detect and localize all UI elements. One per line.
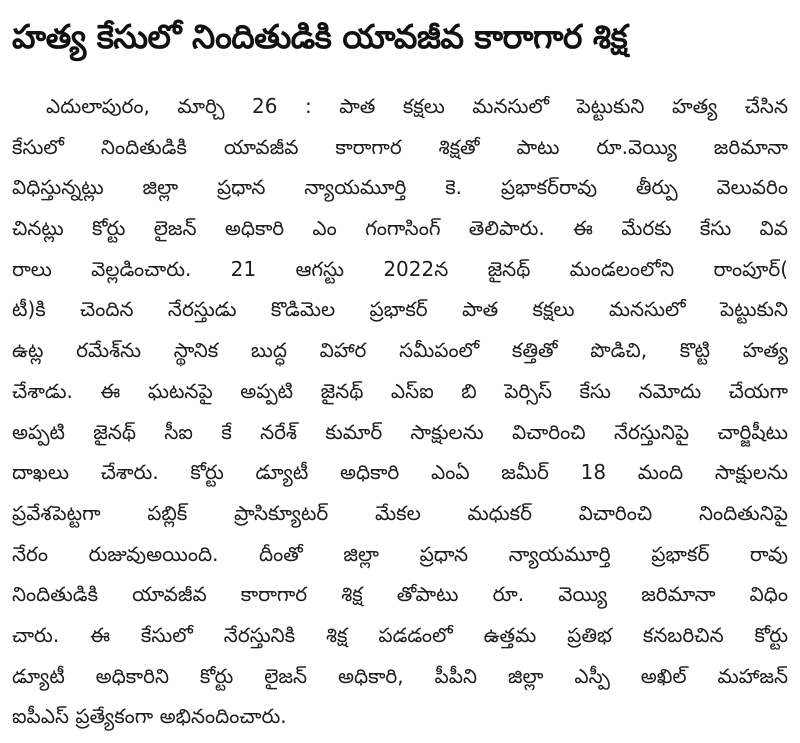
article-line: ఎదులాపురం, మార్చి 26 : పాత కక్షలు మనసులో పెట్టుకుని హత్య చేసిన — [46, 94, 788, 118]
article-line: చారు. ఈ కేసులో నేరస్తునికి శిక్ష పడడంలో ఉత్తమ ప్రతిభ కనబరిచిన కోర్టు — [12, 622, 788, 647]
headline: హత్య కేసులో నిందితుడికి యావజీవ కారాగార శిక్ష — [12, 17, 628, 56]
article-line: ఉట్ల రమేశ్‌ను స్థానిక బుద్ధ విహార సమీపంలో కత్తితో పొడిచి, కొట్టి హత్య — [12, 338, 788, 363]
article-line: టీ)కి చెందిన నేరస్తుడు కొడిమెల ప్రభాకర్ పాత కక్షలు మనసులో పెట్టుకుని — [12, 297, 788, 322]
article-line: ఐపీఎస్ ప్రత్యేకంగా అభినందించారు. — [12, 704, 287, 729]
article-line: రాలు వెల్లడించారు. 21 ఆగస్టు 2022న జైనథ్ మండలంలోని రాంపూర్( — [12, 256, 788, 281]
article-line: కేసులో నిందితుడికి యావజీవ కారాగార శిక్షతో పాటు రూ.వెయ్యి జరిమానా — [12, 134, 788, 159]
article-line: చేశాడు. ఈ ఘటనపై అప్పటి జైనథ్ ఎస్ఐ బి పెర్సిస్ కేసు నమోదు చేయగా — [12, 378, 788, 403]
article-line: ప్రవేశపెట్టగా పబ్లిక్ ప్రాసిక్యూటర్ మేకల మధుకర్ విచారించి నిందితునిపై — [12, 500, 788, 525]
article-line: చినట్లు కోర్టు లైజన్ అధికారి ఎం గంగాసింగ్ తెలిపారు. ఈ మేరకు కేసు వివ — [12, 216, 788, 241]
article-line: నేరం రుజువుఅయింది. దీంతో జిల్లా ప్రధాన న్యాయమూర్తి ప్రభాకర్ రావు — [12, 541, 788, 566]
article-line: విధిస్తున్నట్లు జిల్లా ప్రధాన న్యాయమూర్తి కె. ప్రభాకర్‌రావు తీర్పు వెలువరిం — [12, 175, 788, 200]
article-body — [12, 86, 788, 737]
article-line: డ్యూటీ అధికారిని కోర్టు లైజన్ అధికారి, పీపీని జిల్లా ఎస్పీ అఖిల్ మహాజన్ — [12, 663, 788, 688]
article-line: దాఖలు చేశారు. కోర్టు డ్యూటీ అధికారి ఎంఏ జమీర్ 18 మంది సాక్షులను — [12, 460, 788, 485]
article-line: నిందితుడికి యావజీవ కారాగార శిక్ష తోపాటు రూ. వెయ్యి జరిమానా విధిం — [12, 582, 788, 607]
article-line: అప్పటి జైనథ్ సీఐ కే నరేశ్ కుమార్ సాక్షులను విచారించి నేరస్తునిపై చార్జిషీటు — [12, 419, 788, 444]
